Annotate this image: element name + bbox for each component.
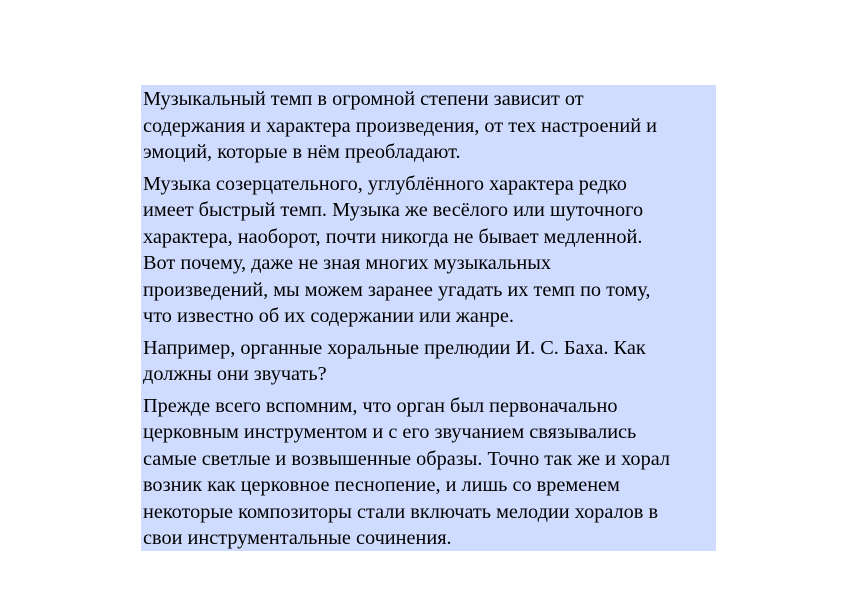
paragraph-line: Например, органные хоральные прелюдии И. С. Баха. Как	[143, 336, 646, 359]
paragraph-line: самые светлые и возвышенные образы. Точно так же и хорал	[143, 447, 671, 470]
paragraph-1	[143, 86, 716, 166]
text-block	[141, 85, 716, 551]
paragraph-3	[143, 335, 716, 388]
paragraph-line: произведений, мы можем заранее угадать их темп по тому,	[143, 278, 651, 301]
paragraph-line: содержания и характера произведения, от тех настроений и	[143, 114, 658, 137]
paragraph-line: что известно об их содержании или жанре.	[143, 305, 515, 327]
paragraph-line: церковным инструментом и с его звучанием связывались	[143, 421, 637, 443]
paragraph-line: характера, наоборот, почти никогда не бывает медленной.	[143, 225, 643, 248]
paragraph-line: Прежде всего вспомним, что орган был первоначально	[143, 394, 618, 417]
paragraph-line: некоторые композиторы стали включать мелодии хоралов в	[143, 500, 659, 523]
paragraph-line: Вот почему, даже не зная многих музыкальных	[143, 252, 551, 274]
paragraph-2	[143, 171, 716, 330]
paragraph-4	[143, 393, 716, 552]
paragraph-line: имеет быстрый темп. Музыка же весёлого или шуточного	[143, 199, 644, 221]
paragraph-line: возник как церковное песнопение, и лишь со временем	[143, 474, 620, 496]
paragraph-line: Музыка созерцательного, углублённого характера редко	[143, 172, 627, 195]
paragraph-line: свои инструментальные сочинения.	[143, 527, 452, 549]
paragraph-line: должны они звучать?	[143, 363, 327, 385]
paragraph-line: эмоций, которые в нём преобладают.	[143, 141, 461, 163]
paragraph-line: Музыкальный темп в огромной степени зависит от	[143, 88, 584, 110]
